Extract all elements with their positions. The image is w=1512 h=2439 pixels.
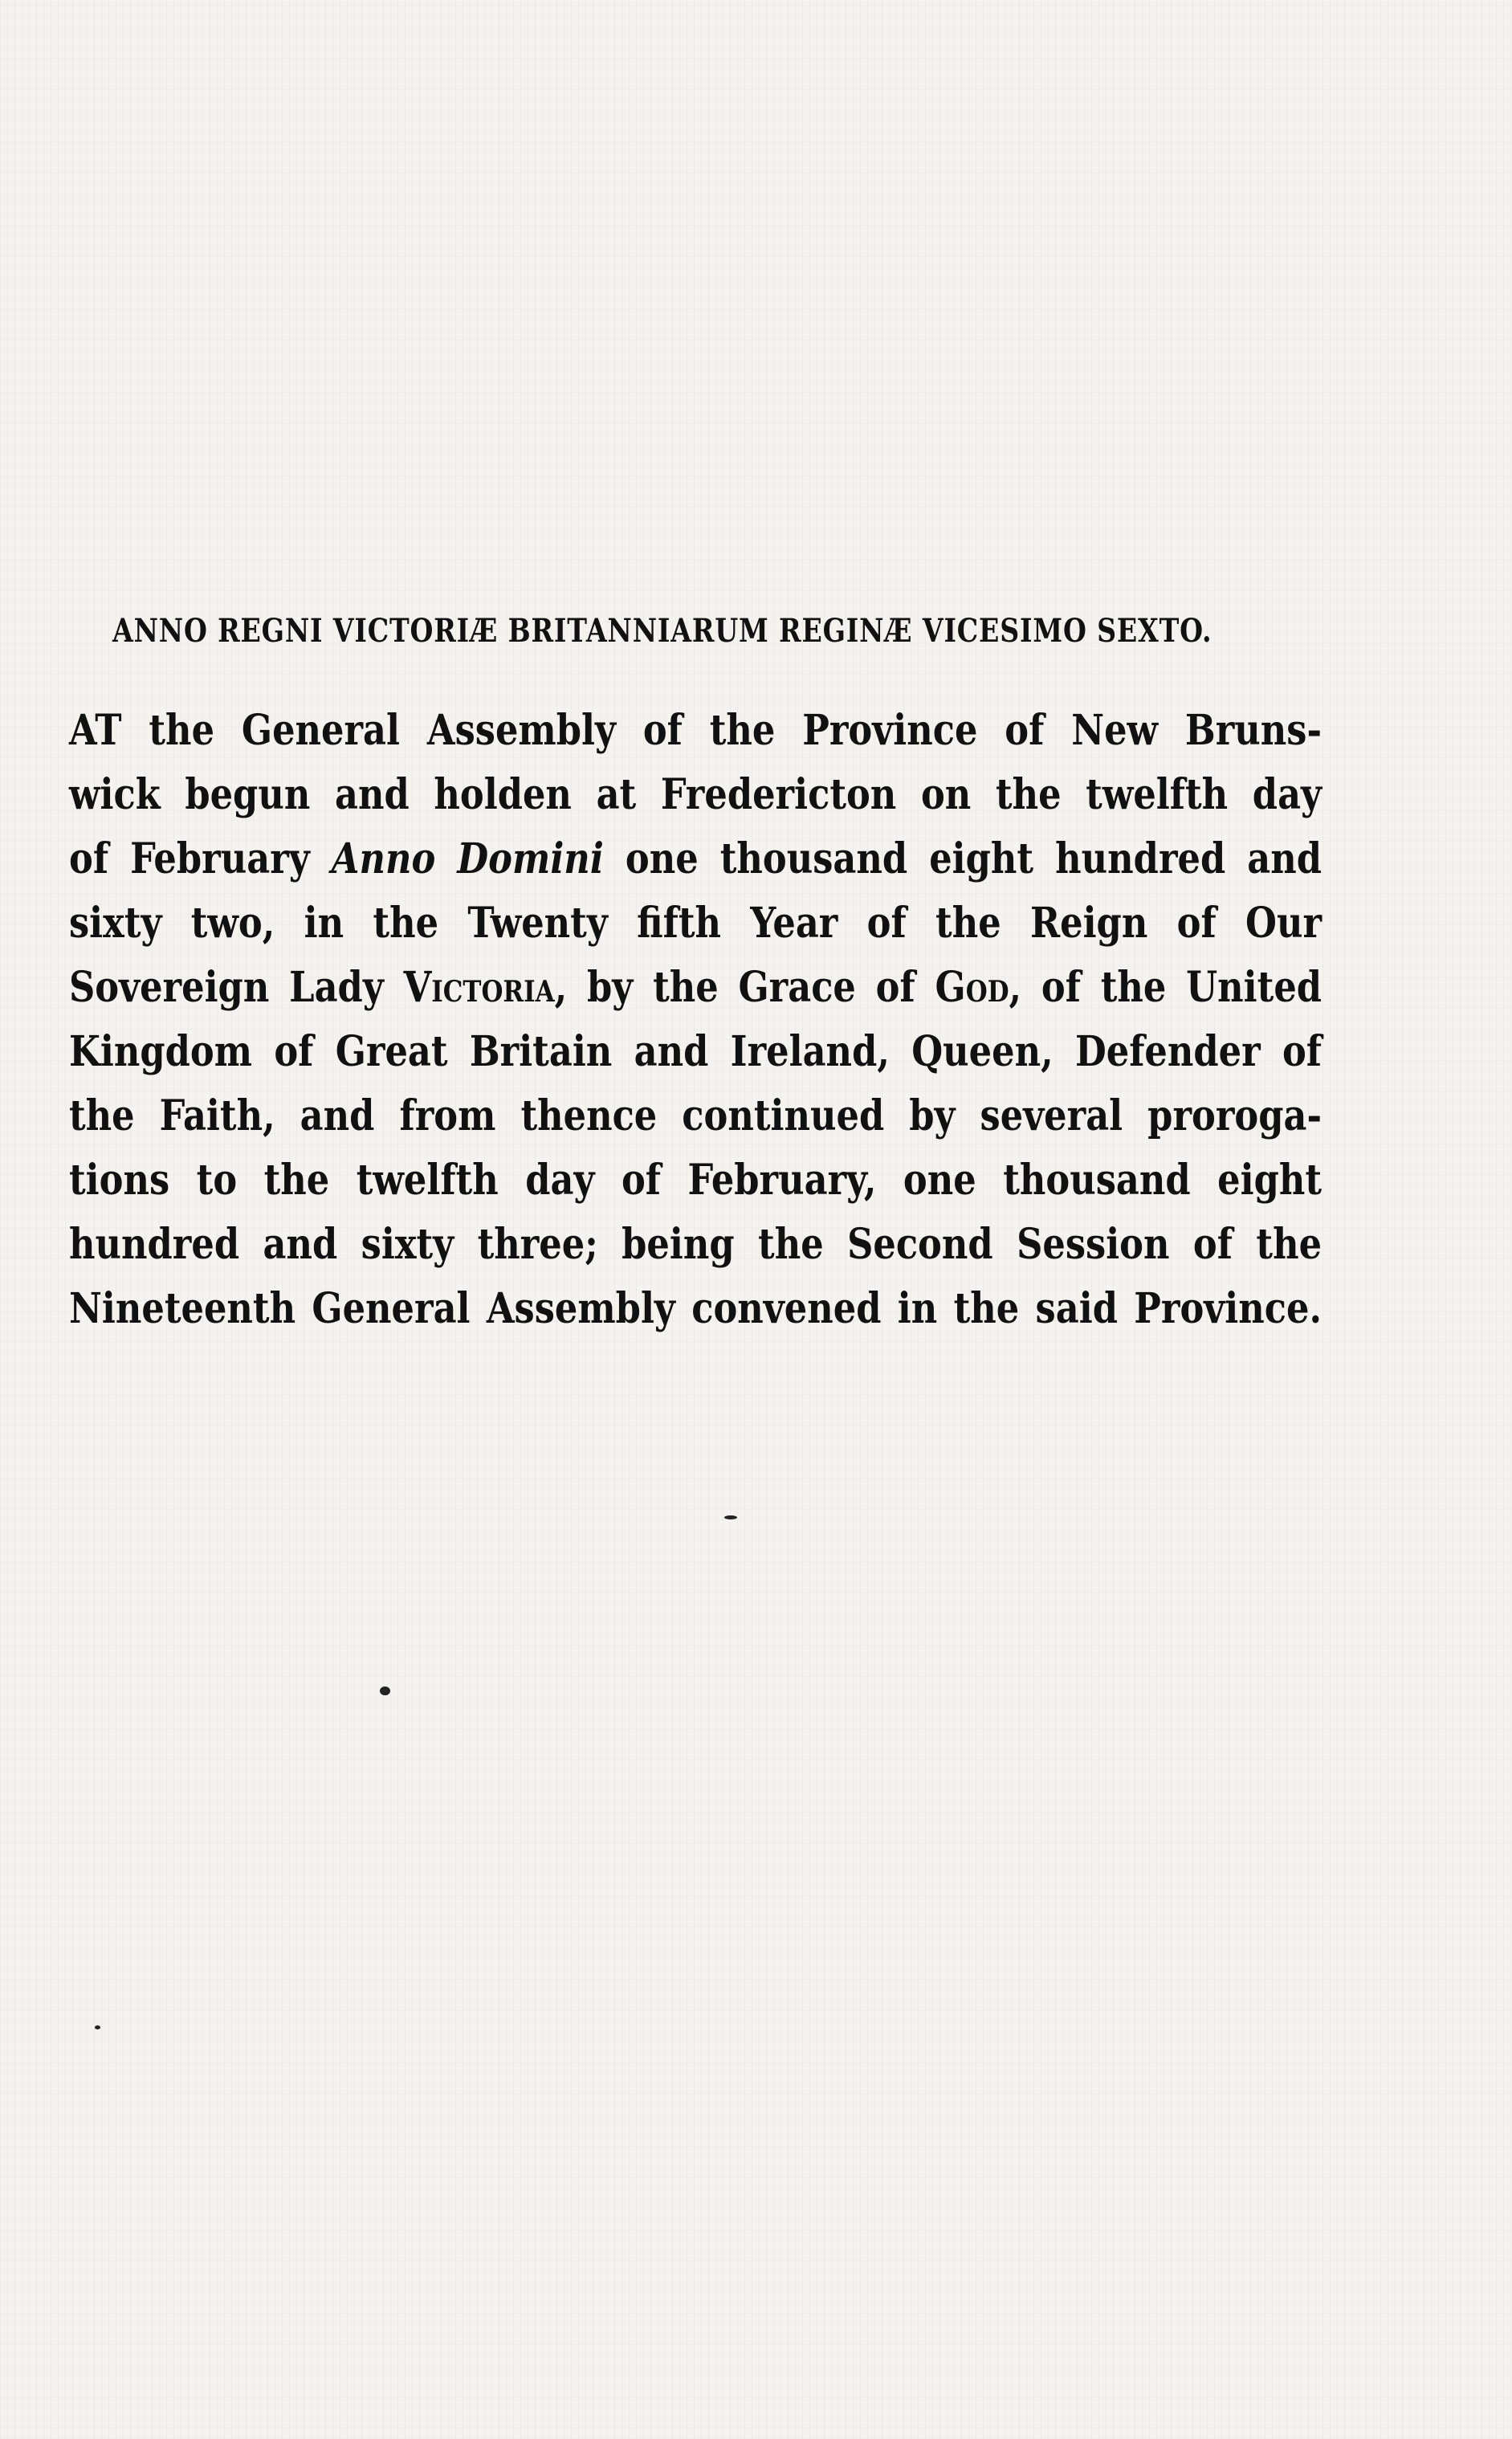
ink-speck — [380, 1686, 390, 1695]
paragraph-line: AT the General Assembly of the Province of New Bruns- — [69, 706, 1322, 755]
paragraph-line: Kingdom of Great Britain and Ireland, Queen, Defender of — [69, 1027, 1322, 1076]
paragraph-line: wick begun and holden at Fredericton on the twelfth day — [69, 770, 1322, 819]
paragraph-line: tions to the twelfth day of February, one thousand eight — [69, 1156, 1322, 1205]
paragraph-line: of February Anno Domini one thousand eight hundred and — [69, 834, 1322, 883]
victoria-name: Victoria — [403, 963, 555, 1012]
god-name: God — [935, 963, 1009, 1012]
paragraph-line: the Faith, and from thence continued by several proroga- — [69, 1091, 1322, 1140]
paragraph-line: hundred and sixty three; being the Second Session of the — [69, 1220, 1322, 1269]
ink-speck — [95, 2025, 100, 2029]
page-heading: ANNO REGNI VICTORIÆ BRITANNIARUM REGINÆ VICESIMO SEXTO. — [112, 612, 1212, 650]
anno-domini: Anno Domini — [331, 834, 604, 883]
paragraph-line: Nineteenth General Assembly convened in the said Province. — [69, 1284, 1322, 1333]
decree-paragraph — [69, 699, 1322, 1341]
opening-word: AT — [69, 706, 122, 755]
paragraph-line: Sovereign Lady Victoria, by the Grace of God, of the United — [69, 963, 1322, 1012]
ink-speck — [724, 1515, 737, 1519]
paragraph-line: sixty two, in the Twenty fifth Year of the Reign of Our — [69, 899, 1322, 948]
